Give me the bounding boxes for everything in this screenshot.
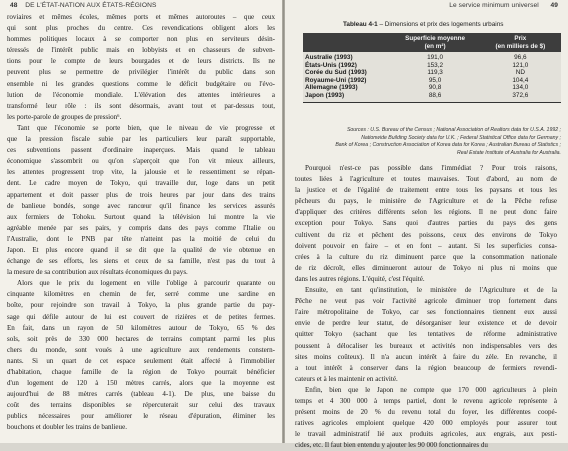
table-row (303, 62, 561, 70)
text-line: hommes politiques locaux à se comporter non plus en serviteurs désin- (7, 35, 275, 44)
text-line: doivent pouvoir en faire – et en font – autant. Si les superficies consa- (295, 241, 557, 250)
text-line: lution de l'économie mondiale. L'élévation des attentes intérieures a (7, 90, 275, 99)
table-header-area: Superficie moyenne (en m²) (390, 33, 479, 52)
table-row (303, 84, 561, 92)
text-line: cultivent du riz et pêchent des poissons, ceux des environs de Tokyo (295, 230, 557, 239)
text-line: Pourquoi n'est-ce pas possible dans l'immédiat ? Pour trois raisons, (305, 164, 557, 172)
table-cell-area: 119,3 (390, 69, 479, 77)
text-line: cateurs et à les maintenir en activité. (295, 374, 398, 383)
text-line: la justice et de l'égalité de traitement entre tous les paysans et tous les (295, 186, 557, 195)
text-line: sage qui défile autour de lui est couvert de rizières et de petites fermes. (7, 312, 275, 321)
text-line: chers du monde, sont voués à une agriculture aux rendements constern- (7, 345, 275, 354)
text-line: nants. Si un quart de cet espace seulement était affecté à l'immobilier (7, 356, 275, 365)
table-cell-country: Japon (1993) (303, 92, 390, 102)
table-cell-area: 95,0 (390, 77, 479, 85)
table-row (303, 52, 561, 62)
text-line: cinquante kilomètres en chemin de fer, serré comme une sardine en (7, 290, 275, 299)
text-line: agréable menée par ses pairs, y compris dans des pays comme l'Italie ou (7, 223, 275, 232)
table-cell-price: 96,6 (480, 52, 561, 62)
left-page (0, 0, 282, 443)
running-head-left: DE L'ÉTAT-NATION AUX ÉTATS-RÉGIONS (25, 2, 157, 9)
text-line: roviaires et mêmes écoles, mêmes ports et mêmes autoroutes – que ceux (7, 13, 275, 21)
text-line: le travail administratif lié aux produits agricoles, aux engrais, aux pesti- (295, 430, 557, 439)
text-line: Ensuite, en tant qu'institution, le ministère de l'Agriculture et de la (305, 286, 557, 295)
table-header-row (303, 33, 561, 52)
table-cell-price: 121,0 (480, 62, 561, 70)
text-line: ces subventions passent d'ordinaire inaperçues. Mais quand le tableau (7, 146, 275, 155)
text-line: pêcheurs du pays, le ministère de l'Agriculture et de la Pêche refuse (295, 197, 557, 206)
table-title: – Dimensions et prix des logements urbains (379, 21, 504, 28)
source-line: Bank of Korea ; Construction Association of Korea data for Korea ; Australian Bureau of Statistics ; (335, 142, 561, 149)
text-line: aujourd'hui de 88 mètres carrés (tableau 4-1). De plus, une baisse du (7, 390, 275, 399)
text-line: Enfin, bien que le Japon ne compte que 170 000 agriculteurs à plein (305, 385, 557, 394)
table-cell-country: États-Unis (1992) (303, 62, 390, 70)
text-line: Japon. Et plus encore quand il se dit que la qualité de vie obtenue en (7, 245, 275, 254)
text-line: toutes liées à l'agriculture et toutes mauvaises. Tout d'abord, au nom de (295, 175, 557, 184)
text-line: ratives agricoles emploient quelque 420 000 employés pour assurer tout (295, 419, 557, 428)
page-number-right: 49 (550, 2, 558, 9)
text-line: transformé leur rôle : ils sont désormais, avant tout et par-dessus tout, (7, 101, 275, 110)
table-row (303, 69, 561, 77)
text-line: que la pression fiscale subie par les particuliers leur paraît supportable, (7, 135, 275, 144)
text-line: sols, soit près de 330 000 hectares de terrains comptant parmi les plus (7, 334, 275, 343)
table-row (303, 92, 561, 102)
text-line: l'aire métropolitaine de Tokyo, car ses fonctionnaires tiennent eux aussi (295, 308, 557, 317)
text-line: d'appliquer des critères différents selon les régions. Il ne peut donc faire (295, 208, 557, 217)
text-line: présent moins de 20 % du revenu total du foyer, les différentes coopé- (295, 408, 557, 417)
text-line: coût des terrains disponibles se répercuterait sur celui des travaux (7, 401, 275, 410)
table-row (303, 77, 561, 85)
table-header-price: Prix (en milliers de $) (480, 33, 561, 52)
running-head-right: Le service minimum universel (449, 2, 539, 9)
text-line: qui sont plus proches du centre. Ces revendications obligent alors les (7, 24, 275, 33)
text-line: exception pour Tokyo. Sans quoi d'autres parties du pays des gens (295, 219, 557, 228)
table-sources (297, 127, 561, 157)
text-line: En fait, dans un rayon de 50 kilomètres autour de Tokyo, 65 % des (7, 323, 275, 332)
source-line: Sources : U.S. Bureau of the Census ; National Association of Realtors data for U.S.A. 1992 ; (346, 127, 561, 133)
text-line: d'habitation, chaque famille de la région de Tokyo pourrait bénéficier (7, 368, 275, 376)
text-line: la mesure de sa contribution aux résultats économiques du pays. (7, 268, 188, 277)
text-line: échange de ses efforts, les siens et ceux de sa famille, n'est pas du tout à (7, 257, 275, 266)
text-line: les porte-parole de groupes de pression⁶. (7, 112, 122, 121)
text-line: temps et 4 300 000 à temps partiel, dont le revenu agricole représente à (295, 396, 557, 405)
text-line: dans les autres régions. L'équité, c'est l'équité. (295, 274, 425, 283)
right-page-text (295, 163, 557, 451)
text-line: Pêche ne veut pas voir l'activité agricole diminuer trop fortement dans (295, 297, 557, 306)
source-line: Nationwide Building Society data for U.K. ; Federal Statistical Office data for Germany ; (361, 134, 561, 141)
table-cell-price: 372,6 (480, 92, 561, 102)
text-line: ensemble ni les grandes questions comme le déficit budgétaire ou l'évo- (7, 79, 275, 88)
text-line: publics nécessaires pour améliorer le réseau d'épuration, éliminer les (7, 412, 275, 421)
text-line: l'Australie, dont le PNB par tête n'atteint pas la moitié de celui du (7, 234, 275, 243)
text-line: bouchons et doubler les trains de banlieue. (7, 423, 127, 432)
table-cell-area: 88,6 (390, 92, 479, 102)
left-page-text (7, 12, 275, 434)
text-line: de riz décroît, elles diminueront autour de Tokyo ni plus ni moins que (295, 263, 557, 272)
housing-table (303, 33, 561, 103)
text-line: appartement et doit passer plus de trois heures par jour dans des trains (7, 190, 275, 199)
text-line: économique s'assombrit ou qu'on s'aperçoit que l'on vit mieux ailleurs, (7, 157, 275, 166)
table-cell-country: Royaume-Uni (1992) (303, 77, 390, 85)
table-cell-price: 104,4 (480, 77, 561, 85)
table-cell-country: Australie (1993) (303, 52, 390, 62)
table-caption (343, 21, 503, 28)
page-number-left: 48 (10, 2, 18, 9)
text-line: a tout intérêt à conserver dans la région beaucoup de fermiers revendi- (295, 363, 557, 372)
table-cell-price: ND (480, 69, 561, 77)
text-line: quitter Tokyo (sachant que les tentatives de réforme administrative (295, 330, 557, 339)
text-line: les attentes progressent trop vite, la jalousie et le ressentiment se répan- (7, 168, 275, 177)
table-body (303, 52, 561, 102)
text-line: Alors que le prix du logement en ville l'oblige à parcourir quarante ou (17, 279, 275, 288)
left-running-head (10, 2, 156, 9)
text-line: de banlieue bondés, songe avec rancœur qu'il finance les services assurés (7, 201, 275, 210)
table-cell-area: 90,8 (390, 84, 479, 92)
text-line: d'un logement de 120 à 150 mètres carrés, alors que la moyenne est (7, 379, 275, 388)
table-cell-country: Corée du Sud (1993) (303, 69, 390, 77)
text-line: téressés de l'intérêt public mais en lobbyists et en chasseurs de subven- (7, 46, 275, 55)
table-cell-price: 134,0 (480, 84, 561, 92)
right-running-head (449, 2, 558, 9)
table-label: Tableau 4-1 (343, 21, 378, 28)
text-line: crées à la culture du riz diminuent parce que la consommation nationale (295, 252, 557, 261)
source-line: Real Estate Institute of Australia for Australia. (457, 149, 561, 156)
table-cell-area: 153,2 (390, 62, 479, 70)
table-header-cell (303, 33, 390, 52)
text-line: envie de perdre leur statut, de désorganiser leur existence et de devoir (295, 319, 557, 328)
text-line: aux fermiers de Tohoku. Surtout quand la télévision lui montre la vie (7, 212, 275, 221)
text-line: peuvent plus se permettre de privilégier l'intérêt du public dans son (7, 68, 275, 77)
table-cell-country: Allemagne (1993) (303, 84, 390, 92)
right-page (285, 0, 568, 450)
text-line: boîte, pour rejoindre son travail à Tokyo, la plus grande partie du pay- (7, 301, 275, 310)
text-line: poussent à délocaliser les bureaux et activités non indispensables vers des (295, 341, 557, 350)
text-line: cides, etc. Il faut bien entendu y ajouter les 90 000 fonctionnaires du (295, 441, 488, 450)
text-line: tions pour le compte de leurs bourgades et de leurs districts. Ils ne (7, 57, 275, 66)
table-cell-area: 191,0 (390, 52, 479, 62)
text-line: Tant que l'économie se porte bien, que le niveau de vie progresse et (17, 123, 275, 132)
text-line: sites moins coûteux). Il n'a aucun intérêt à faire du zèle. En revanche, il (295, 352, 557, 361)
text-line: dent. Le cadre moyen de Tokyo, qui travaille dur, loge dans un petit (7, 179, 275, 188)
